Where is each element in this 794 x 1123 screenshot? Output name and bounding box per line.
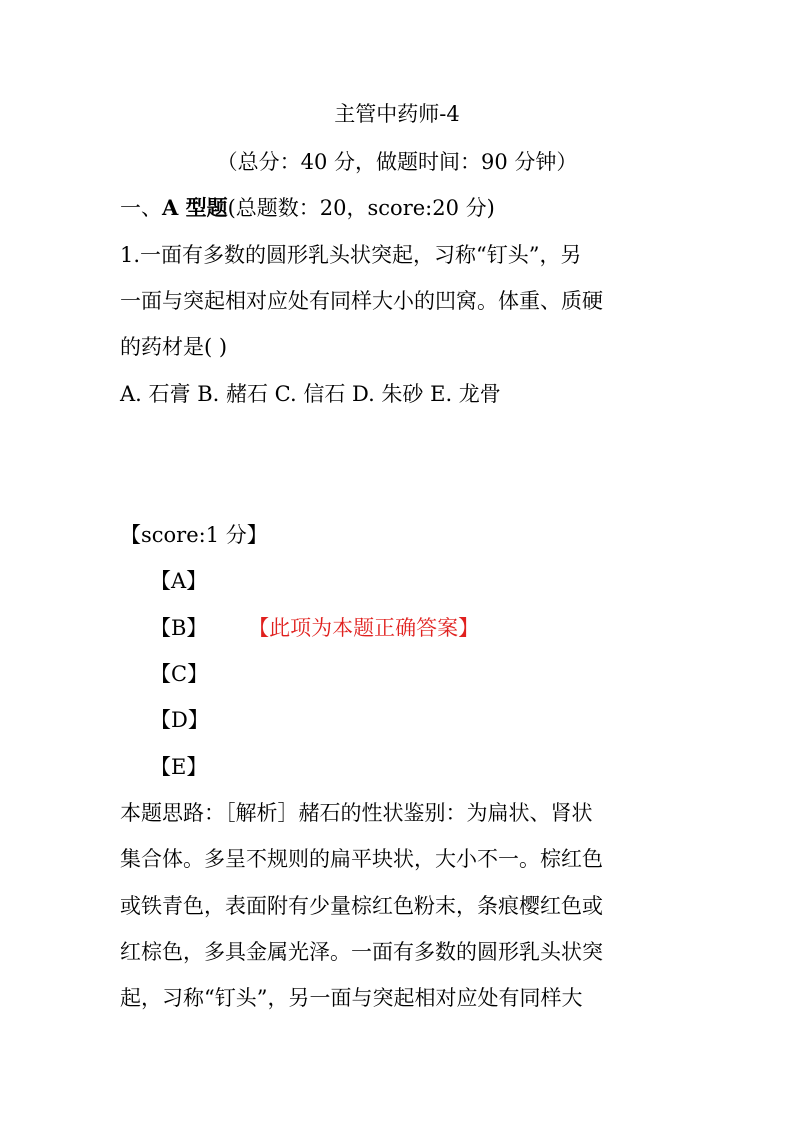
score-label: 【score:1 分】 xyxy=(120,523,268,547)
explanation-line: 起，习称“钉头”，另一面与突起相对应处有同样大 xyxy=(120,986,583,1010)
question-line: 一面与突起相对应处有同样大小的凹窝。体重、质硬 xyxy=(120,289,603,313)
document-subtitle: （总分：40 分，做题时间：90 分钟） xyxy=(216,150,578,174)
question-options: A. 石膏 B. 赭石 C. 信石 D. 朱砂 E. 龙骨 xyxy=(120,382,501,406)
explanation-line: 集合体。多呈不规则的扁平块状，大小不一。棕红色 xyxy=(120,847,603,871)
section-meta: (总题数：20，score:20 分) xyxy=(227,196,495,220)
answer-label: 【B】 xyxy=(150,616,208,640)
answer-option-e: 【E】 xyxy=(150,755,208,779)
section-name: A 型题 xyxy=(162,195,228,220)
answer-option-d: 【D】 xyxy=(150,708,209,732)
question-line: 1.一面有多数的圆形乳头状突起，习称“钉头”，另 xyxy=(120,243,582,267)
answer-option-b xyxy=(150,614,479,642)
answer-option-c: 【C】 xyxy=(150,662,209,686)
explanation-line: 红棕色，多具金属光泽。一面有多数的圆形乳头状突 xyxy=(120,940,603,964)
question-line: 的药材是( ) xyxy=(120,335,228,359)
section-heading xyxy=(120,194,495,222)
explanation-line: 或铁青色，表面附有少量棕红色粉末，条痕樱红色或 xyxy=(120,894,603,918)
explanation-line: 本题思路：［解析］赭石的性状鉴别：为扁状、肾状 xyxy=(120,801,593,825)
document-title: 主管中药师-4 xyxy=(334,102,460,126)
correct-answer-note: 【此项为本题正确答案】 xyxy=(248,616,480,640)
answer-option-a: 【A】 xyxy=(150,569,208,593)
section-prefix: 一、 xyxy=(120,196,162,220)
